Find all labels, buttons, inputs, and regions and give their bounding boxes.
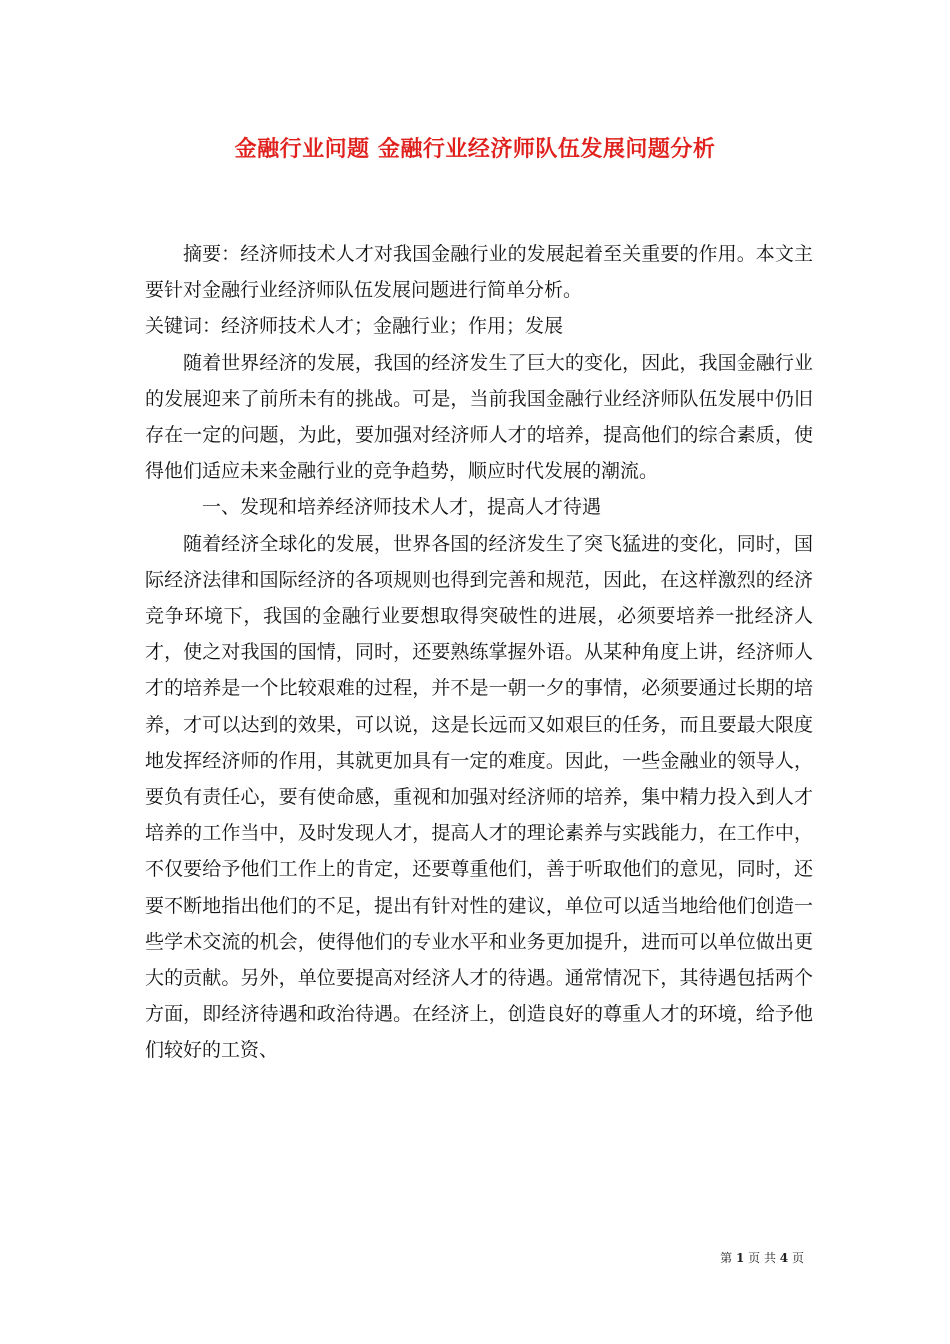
footer-middle: 页 共 — [748, 1251, 776, 1265]
intro-paragraph: 随着世界经济的发展，我国的经济发生了巨大的变化，因此，我国金融行业的发展迎来了前所未有的挑战。可是，当前我国金融行业经济师队伍发展中仍旧存在一定的问题，为此，要加强对经济师人才的培养，提高他们的综合素质，使得他们适应未来金融行业的竞争趋势，顺应时代发展的潮流。 — [145, 351, 813, 483]
document-title: 金融行业问题 金融行业经济师队伍发展问题分析 — [234, 136, 716, 162]
abstract-paragraph: 摘要：经济师技术人才对我国金融行业的发展起着至关重要的作用。本文主要针对金融行业经济师队伍发展问题进行简单分析。 — [145, 243, 813, 302]
footer-page-number: 1 — [735, 1251, 745, 1265]
section-heading-1: 一、发现和培养经济师技术人才，提高人才待遇 — [202, 496, 602, 519]
footer-total-pages: 4 — [779, 1251, 789, 1265]
footer-suffix: 页 — [791, 1251, 804, 1265]
section-1-paragraph: 随着经济全球化的发展，世界各国的经济发生了突飞猛进的变化，同时，国际经济法律和国际经济的各项规则也得到完善和规范，因此，在这样激烈的经济竞争环境下，我国的金融行业要想取得突破性的进展，必须要培养一批经济人才，使之对我国的国情，同时，还要熟练掌握外语。从某种角度上讲，经济师人才的培养是一个比较艰难的过程，并不是一朝一夕的事情，必须要通过长期的培养，才可以达到的效果，可以说，这是长远而又如艰巨的任务，而且要最大限度地发挥经济师的作用，其就更加具有一定的难度。因此，一些金融业的领导人，要负有责任心，要有使命感，重视和加强对经济师的培养，集中精力投入到人才培养的工作当中，及时发现人才，提高人才的理论素养与实践能力，在工作中，不仅要给予他们工作上的肯定，还要尊重他们，善于听取他们的意见，同时，还要不断地指出他们的不足，提出有针对性的建议，单位可以适当地给他们创造一些学术交流的机会，使得他们的专业水平和业务更加提升，进而可以单位做出更大的贡献。另外，单位要提高对经济人才的待遇。通常情况下，其待遇包括两个方面，即经济待遇和政治待遇。在经济上，创造良好的尊重人才的环境，给予他们较好的工资、 — [145, 532, 813, 1062]
page-footer — [720, 1249, 804, 1266]
document-body — [145, 236, 813, 1069]
keywords-line: 关键词：经济师技术人才；金融行业；作用；发展 — [145, 315, 564, 338]
footer-prefix: 第 — [720, 1251, 733, 1265]
